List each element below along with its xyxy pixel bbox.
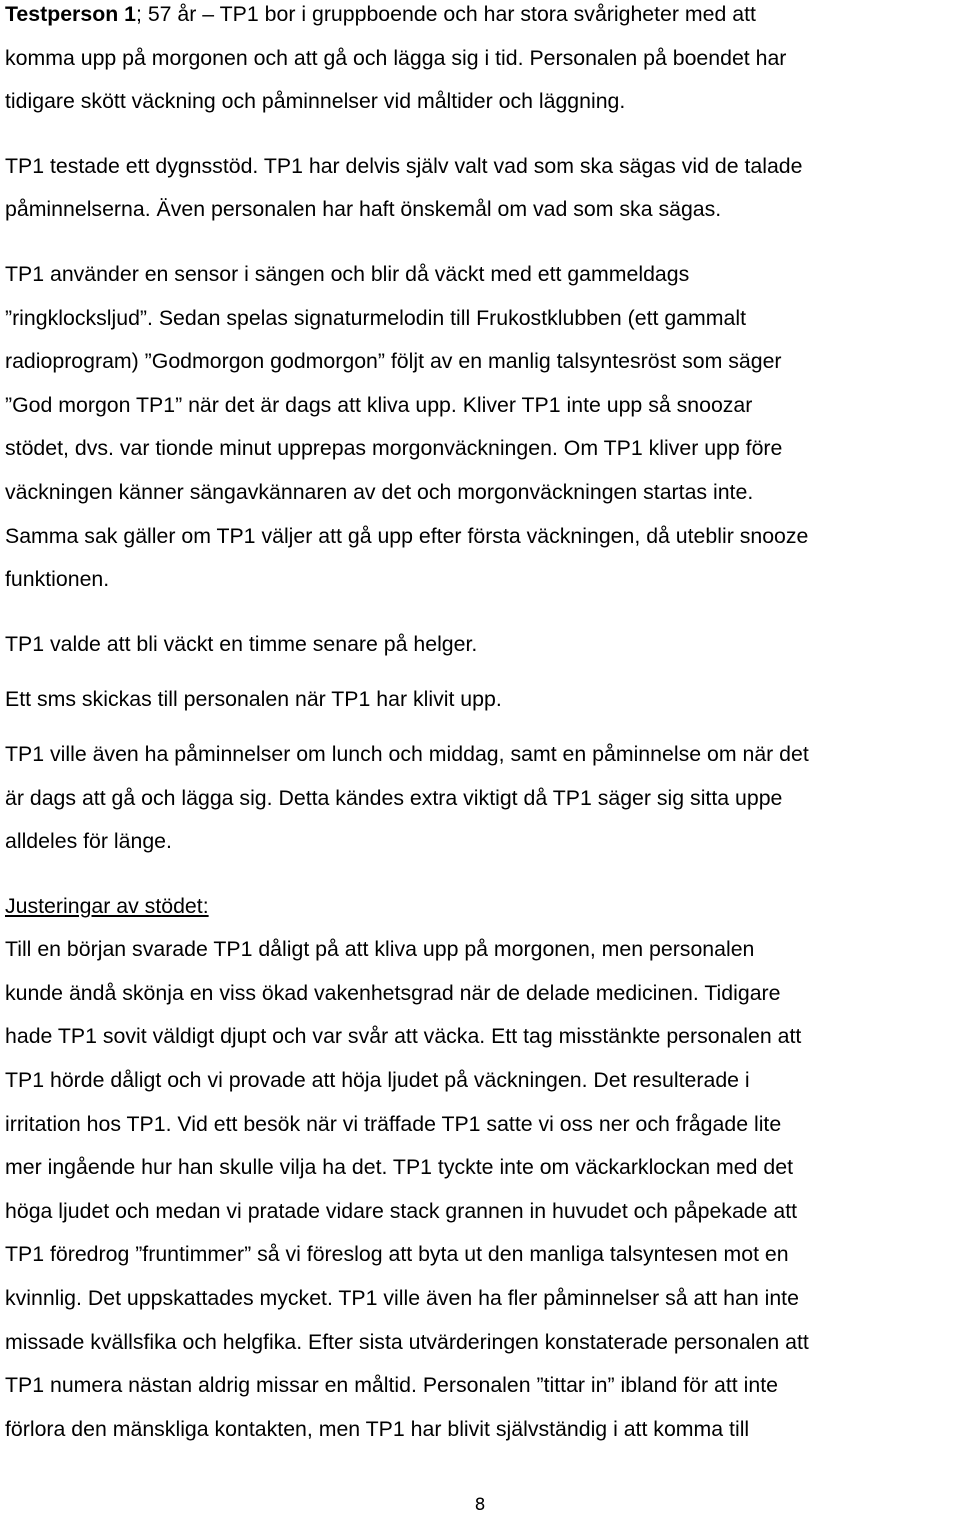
person-label: Testperson 1: [5, 2, 136, 26]
adjustments-line: kunde ändå skönja en viss ökad vakenhetsgrad när de delade medicinen. Tidigare: [5, 980, 781, 1005]
sensor-line: radioprogram) ”Godmorgon godmorgon” följt av en manlig talsyntesröst som säger: [5, 349, 782, 374]
sms-paragraph: [5, 678, 960, 722]
adjustments-line: irritation hos TP1. Vid ett besök när vi träffade TP1 satte vi oss ner och frågade lite: [5, 1111, 782, 1136]
intro-line: komma upp på morgonen och att gå och lägga sig i tid. Personalen på boendet har: [5, 45, 787, 70]
reminders-paragraph: [5, 733, 960, 864]
adjustments-line: missade kvällsfika och helgfika. Efter sista utvärderingen konstaterade personalen att: [5, 1329, 809, 1354]
test-line: TP1 testade ett dygnsstöd. TP1 har delvis själv valt vad som ska sägas vid de talade: [5, 153, 803, 178]
sensor-line: stödet, dvs. var tionde minut upprepas morgonväckningen. Om TP1 kliver upp före: [5, 436, 783, 461]
section-heading: Justeringar av stödet:: [5, 893, 209, 918]
weekend-paragraph: [5, 623, 960, 667]
sensor-line: funktionen.: [5, 567, 110, 592]
test-paragraph: [5, 145, 960, 232]
sensor-paragraph: [5, 253, 960, 602]
sms-line: Ett sms skickas till personalen när TP1 har klivit upp.: [5, 687, 502, 712]
sensor-line: ”ringklocksljud”. Sedan spelas signaturmelodin till Frukostklubben (ett gammalt: [5, 305, 746, 330]
paragraph-spacer: [5, 666, 960, 678]
adjustments-line: TP1 föredrog ”fruntimmer” så vi föreslog att byta ut den manliga talsyntesen mot en: [5, 1242, 789, 1267]
adjustments-section: [5, 885, 960, 1452]
paragraph-spacer: [5, 602, 960, 623]
adjustments-line: förlora den mänskliga kontakten, men TP1 har blivit självständig i att komma till: [5, 1416, 750, 1441]
adjustments-line: TP1 numera nästan aldrig missar en måltid. Personalen ”tittar in” ibland för att inte: [5, 1373, 778, 1398]
page-number: 8: [474, 1495, 486, 1515]
adjustments-line: Till en början svarade TP1 dåligt på att kliva upp på morgonen, men personalen: [5, 937, 755, 962]
adjustments-line: kvinnlig. Det uppskattades mycket. TP1 ville även ha fler påminnelser så att han inte: [5, 1286, 799, 1311]
reminders-line: är dags att gå och lägga sig. Detta kändes extra viktigt då TP1 säger sig sitta uppe: [5, 785, 783, 810]
intro-line: tidigare skött väckning och påminnelser vid måltider och läggning.: [5, 89, 626, 114]
test-line: påminnelserna. Även personalen har haft önskemål om vad som ska sägas.: [5, 197, 722, 222]
intro-line-1-text: ; 57 år – TP1 bor i gruppboende och har stora svårigheter med att: [135, 2, 756, 26]
adjustments-line: mer ingående hur han skulle vilja ha det. TP1 tyckte inte om väckarklockan med det: [5, 1155, 794, 1180]
sensor-line: TP1 använder en sensor i sängen och blir då väckt med ett gammeldags: [5, 261, 690, 286]
sensor-line: väckningen känner sängavkännaren av det och morgonväckningen startas inte.: [5, 479, 754, 504]
paragraph-spacer: [5, 124, 960, 145]
adjustments-line: höga ljudet och medan vi pratade vidare stack grannen in huvudet och påpekade att: [5, 1198, 798, 1223]
sensor-line: ”God morgon TP1” när det är dags att kliva upp. Kliver TP1 inte upp så snoozar: [5, 392, 753, 417]
document-page: [5, 0, 960, 1451]
reminders-line: alldeles för länge.: [5, 829, 172, 854]
adjustments-line: hade TP1 sovit väldigt djupt och var svår att väcka. Ett tag misstänkte personalen att: [5, 1024, 802, 1049]
intro-paragraph: [5, 0, 960, 124]
paragraph-spacer: [5, 232, 960, 253]
adjustments-line: TP1 hörde dåligt och vi provade att höja ljudet på väckningen. Det resulterade i: [5, 1068, 750, 1093]
intro-line-1: [5, 0, 960, 37]
paragraph-spacer: [5, 722, 960, 733]
paragraph-spacer: [5, 864, 960, 885]
sensor-line: Samma sak gäller om TP1 väljer att gå upp efter första väckningen, då uteblir snooze: [5, 523, 809, 548]
weekend-line: TP1 valde att bli väckt en timme senare på helger.: [5, 631, 478, 656]
reminders-line: TP1 ville även ha påminnelser om lunch och middag, samt en påminnelse om när det: [5, 741, 809, 766]
